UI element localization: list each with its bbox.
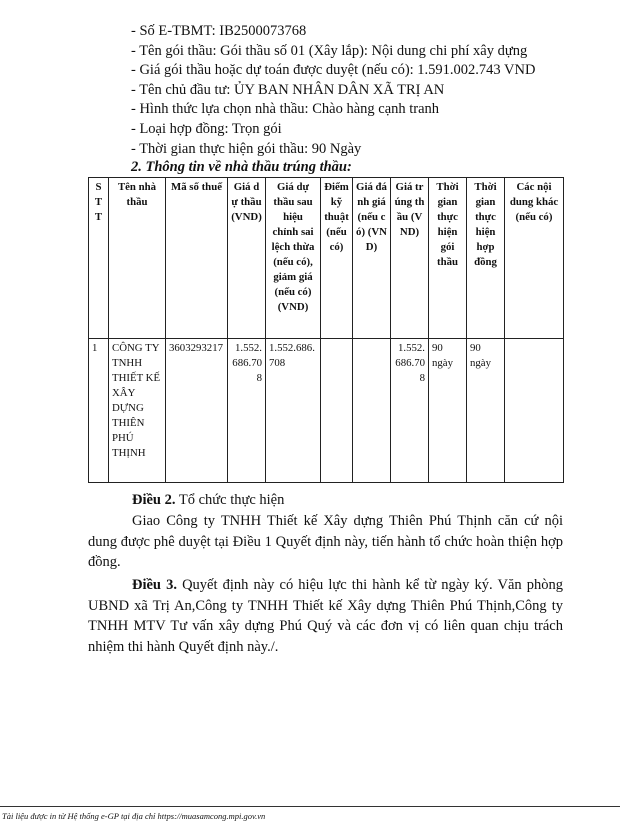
info-duration: - Thời gian thực hiện gói thầu: 90 Ngày <box>131 140 362 157</box>
table-row <box>89 339 564 483</box>
header-other: Các nội dung khác (nếu có) <box>505 178 564 339</box>
header-award-price: Giá trúng thầu (VND) <box>391 178 429 339</box>
info-etbmt: - Số E-TBMT: IB2500073768 <box>131 23 307 39</box>
cell-other <box>505 339 564 483</box>
article-3 <box>88 575 563 657</box>
info-selection-method: - Hình thức lựa chọn nhà thầu: Chào hàng cạnh tranh <box>131 101 440 118</box>
header-bid-price: Giá dự thầu (VND) <box>228 178 266 339</box>
header-stt: STT <box>89 178 109 339</box>
article-3-body: Quyết định này có hiệu lực thi hành kể từ ngày ký. Văn phòng UBND xã Trị An,Công ty TNHH Thiết kế Xây dựng Thiên Phú Thịnh,Công ty TNHH MTV Tư vấn xây dựng Phú Quý và các đơn vị có liên quan chịu trách nhiệm thi hành Quyết định này./. <box>88 577 564 655</box>
cell-award-price: 1.552.686.708 <box>391 339 429 483</box>
article-2-title: Tổ chức thực hiện <box>175 492 285 508</box>
cell-bid-price: 1.552.686.708 <box>228 339 266 483</box>
winning-contractor-table <box>88 177 564 483</box>
table-header-row <box>89 178 564 339</box>
cell-tax-code: 3603293217 <box>166 339 228 483</box>
cell-contract-time: 90 ngày <box>467 339 505 483</box>
cell-stt: 1 <box>89 339 109 483</box>
header-technical-score: Điểm kỹ thuật (nếu có) <box>321 178 353 339</box>
footer-divider <box>0 806 620 807</box>
header-contractor-name: Tên nhà thầu <box>109 178 166 339</box>
package-info-list <box>131 22 535 159</box>
header-tax-code: Mã số thuế <box>166 178 228 339</box>
info-package-name: - Tên gói thầu: Gói thầu số 01 (Xây lắp): Nội dung chi phí xây dựng <box>131 42 528 59</box>
cell-evaluated-price <box>353 339 391 483</box>
article-2-heading <box>88 490 563 511</box>
header-contract-time: Thời gian thực hiện hợp đồng <box>467 178 505 339</box>
cell-technical-score <box>321 339 353 483</box>
cell-adjusted-price: 1.552.686.708 <box>266 339 321 483</box>
cell-contractor-name: CÔNG TY TNHH THIẾT KẾ XÂY DỰNG THIÊN PHÚ THỊNH <box>109 339 166 483</box>
header-package-time: Thời gian thực hiện gói thầu <box>429 178 467 339</box>
footer-note: Tài liệu được in từ Hệ thống e-GP tại địa chỉ https://muasamcong.mpi.gov.vn <box>2 811 266 821</box>
article-2-label: Điều 2. <box>132 492 176 508</box>
article-2-body: Giao Công ty TNHH Thiết kế Xây dựng Thiên Phú Thịnh căn cứ nội dung được phê duyệt tại Điều 1 Quyết định này, tiến hành tổ chức hoàn thiện hợp đồng. <box>88 513 563 570</box>
info-contract-type: - Loại hợp đồng: Trọn gói <box>131 120 282 137</box>
info-investor: - Tên chủ đầu tư: ỦY BAN NHÂN DÂN XÃ TRỊ AN <box>131 81 445 98</box>
cell-package-time: 90 ngày <box>429 339 467 483</box>
info-package-price: - Giá gói thầu hoặc dự toán được duyệt (nếu có): 1.591.002.743 VND <box>131 62 536 79</box>
header-adjusted-price: Giá dự thầu sau hiệu chỉnh sai lệch thừa (nếu có), giảm giá (nếu có) (VND) <box>266 178 321 339</box>
article-3-label: Điều 3. <box>132 577 177 593</box>
header-evaluated-price: Giá đánh giá (nếu có) (VND) <box>353 178 391 339</box>
section-title: 2. Thông tin về nhà thầu trúng thầu: <box>131 159 352 175</box>
